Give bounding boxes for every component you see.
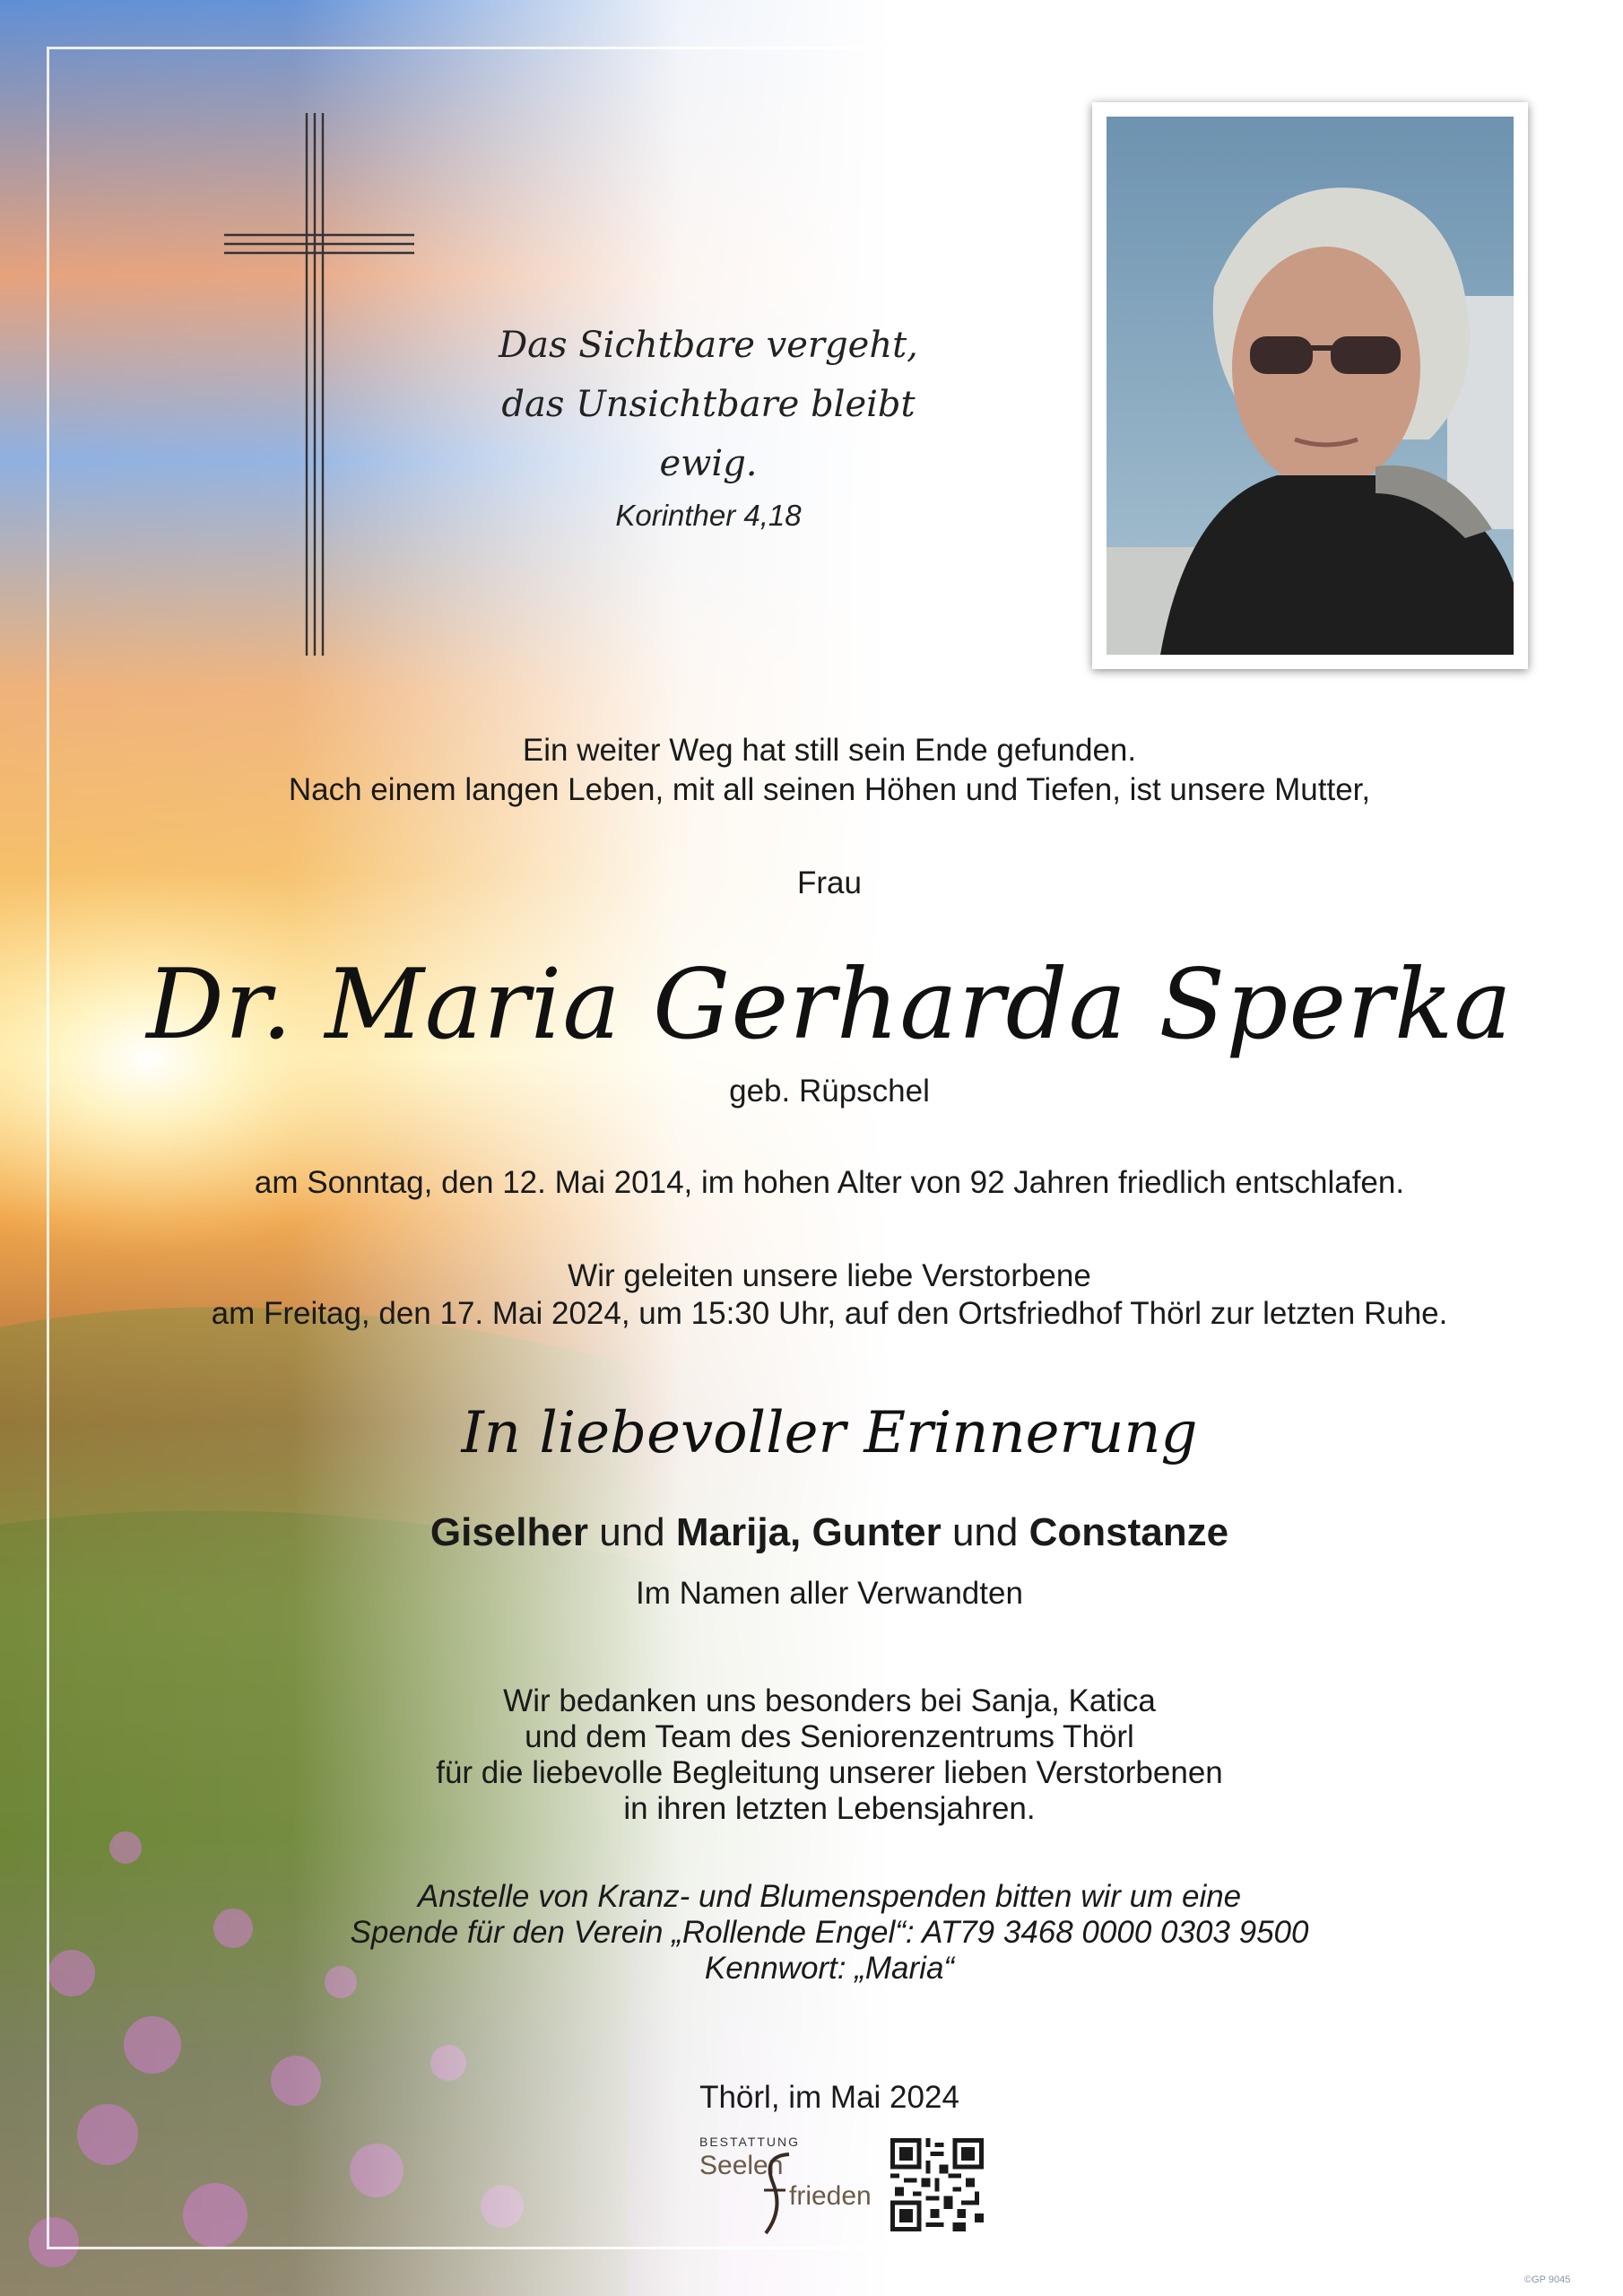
qr-code-icon <box>890 2138 984 2231</box>
bible-verse <box>448 316 968 538</box>
intro-line-1: Ein weiter Weg hat still sein Ende gefunden. <box>522 733 1137 768</box>
family-name-2: Marija, Gunter <box>675 1510 942 1554</box>
funeral-line-1: Wir geleiten unsere liebe Verstorbene <box>568 1258 1091 1293</box>
family-names <box>117 1509 1542 1557</box>
donation-line-3: Kennwort: „Maria“ <box>704 1951 955 1986</box>
document-code: ©GP 9045 <box>1524 2274 1571 2285</box>
family-name-1: Giselher <box>430 1510 588 1554</box>
family-name-3: Constanze <box>1028 1510 1229 1554</box>
cross-icon <box>224 113 421 656</box>
salutation: Frau <box>797 865 862 900</box>
thanks-line-2: und dem Team des Seniorenzentrums Thörl <box>525 1719 1134 1754</box>
death-notice: am Sonntag, den 12. Mai 2014, im hohen Alter von 92 Jahren friedlich entschlafen. <box>254 1165 1405 1200</box>
verse-reference: Korinther 4,18 <box>615 499 802 532</box>
thanks-line-3: für die liebevolle Begleitung unserer lieben Verstorbenen <box>436 1755 1223 1790</box>
relatives-note: Im Namen aller Verwandten <box>636 1576 1023 1611</box>
place-date: Thörl, im Mai 2024 <box>699 2080 959 2115</box>
verse-line-2: das Unsichtbare bleibt ewig. <box>501 384 916 484</box>
deceased-name: Dr. Maria Gerharda Sperka <box>146 949 1513 1061</box>
birth-name: geb. Rüpschel <box>729 1074 930 1109</box>
thanks-line-4: in ihren letzten Lebensjahren. <box>623 1791 1036 1826</box>
thanks-line-1: Wir bedanken uns besonders bei Sanja, Katica <box>503 1683 1156 1718</box>
portrait-photo <box>1107 117 1514 655</box>
verse-line-1: Das Sichtbare vergeht, <box>499 325 918 366</box>
donation-line-1: Anstelle von Kranz- und Blumenspenden bitten wir um eine <box>417 1879 1242 1914</box>
intro-line-2: Nach einem langen Leben, mit all seinen Höhen und Tiefen, ist unsere Mutter, <box>288 772 1371 807</box>
logo-top-text: BESTATTUNG <box>699 2135 801 2149</box>
logo-word-1: Seelen <box>699 2151 784 2180</box>
portrait-frame <box>1092 102 1528 669</box>
family-and-2: und <box>951 1510 1019 1554</box>
logo-word-2: frieden <box>789 2181 872 2211</box>
memory-heading: In liebevoller Erinnerung <box>461 1400 1198 1466</box>
funeral-line-2: am Freitag, den 17. Mai 2024, um 15:30 Uhr, auf den Ortsfriedhof Thörl zur letzten Ruhe. <box>211 1296 1448 1331</box>
donation-line-2: Spende für den Verein „Rollende Engel“: AT79 3468 0000 0303 9500 <box>350 1915 1309 1950</box>
funeral-home-logo <box>699 2135 879 2233</box>
family-and-1: und <box>599 1510 665 1554</box>
